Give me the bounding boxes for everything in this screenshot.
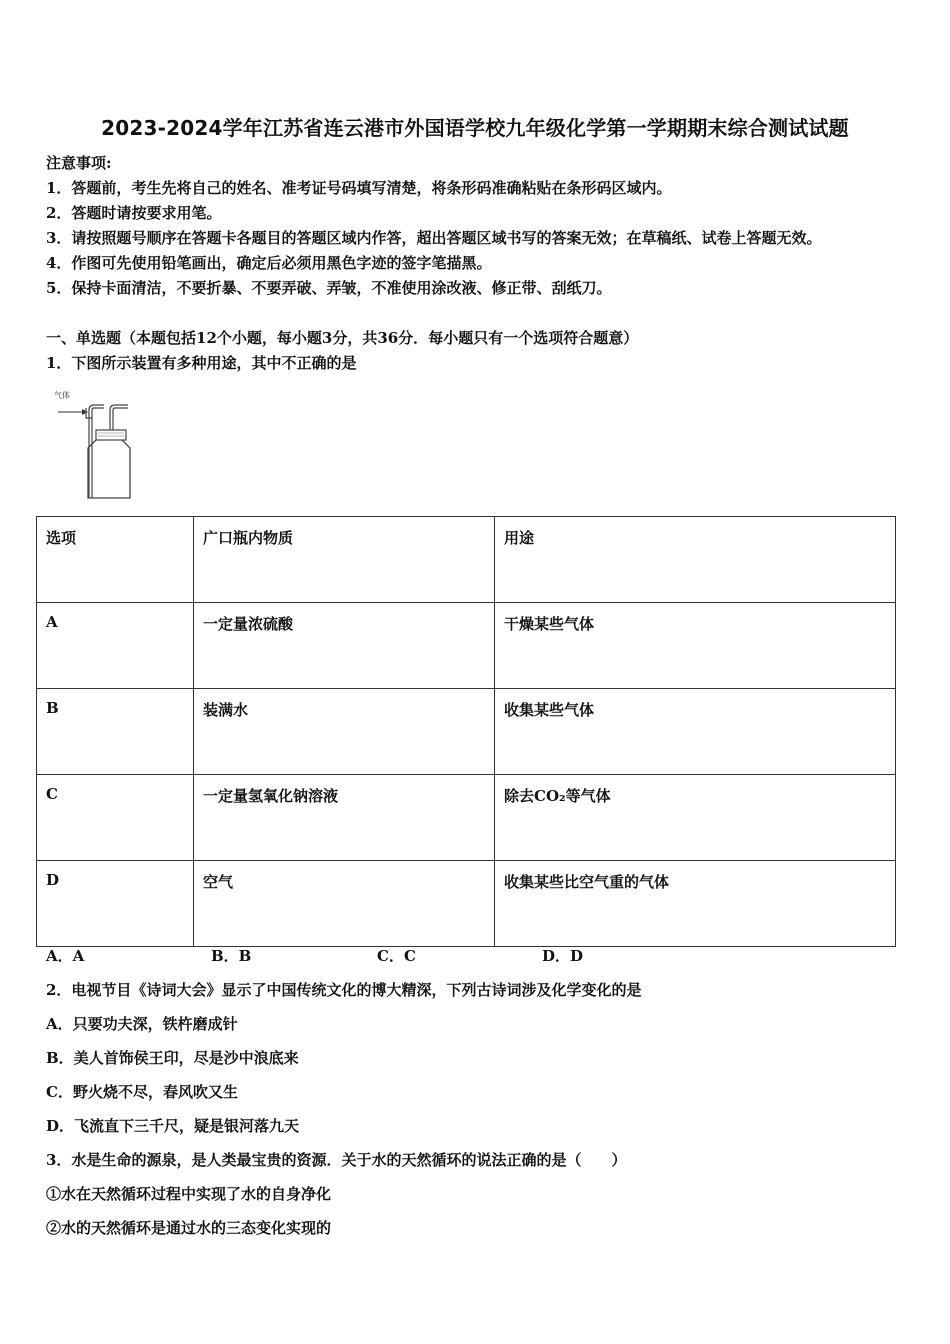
bottle-stopper xyxy=(96,430,126,440)
gas-arrow-head-icon xyxy=(82,409,88,415)
question-1-table xyxy=(36,516,896,947)
table-row xyxy=(37,689,896,775)
note-item: 3．请按照题号顺序在答题卡各题目的答题区域内作答，超出答题区域书写的答案无效；在草稿纸、试卷上答题无效。 xyxy=(46,229,822,247)
gas-bottle-apparatus-figure xyxy=(52,388,136,502)
question-3-stem: 3．水是生命的源泉，是人类最宝贵的资源．关于水的天然循环的说法正确的是（ ） xyxy=(46,1151,627,1169)
table-cell: 一定量浓硫酸 xyxy=(194,603,495,689)
q1-option-a[interactable]: A．A xyxy=(46,947,85,965)
table-header-row xyxy=(37,517,896,603)
long-inlet-tube xyxy=(89,405,104,498)
q2-option-d[interactable]: D．飞流直下三千尺，疑是银河落九天 xyxy=(46,1117,300,1135)
q2-option-b[interactable]: B．美人首饰侯王印，尽是沙中浪底来 xyxy=(46,1049,299,1067)
table-row xyxy=(37,775,896,861)
note-item: 1．答题前，考生先将自己的姓名、准考证号码填写清楚，将条形码准确粘贴在条形码区域内。 xyxy=(46,179,672,197)
table-header-cell: 选项 xyxy=(37,517,194,603)
question-1-stem: 1．下图所示装置有多种用途，其中不正确的是 xyxy=(46,354,357,372)
table-cell: 空气 xyxy=(194,861,495,947)
note-item: 2．答题时请按要求用笔。 xyxy=(46,204,222,222)
note-item: 5．保持卡面清洁，不要折暴、不要弄破、弄皱，不准使用涂改液、修正带、刮纸刀。 xyxy=(46,279,612,297)
table-cell: B xyxy=(37,689,194,775)
table-cell: D xyxy=(37,861,194,947)
q3-statement: ①水在天然循环过程中实现了水的自身净化 xyxy=(46,1185,332,1203)
table-cell: 除去CO₂等气体 xyxy=(495,775,896,861)
q1-option-c[interactable]: C．C xyxy=(377,947,416,965)
table-row xyxy=(37,603,896,689)
table-cell: A xyxy=(37,603,194,689)
table-header-cell: 用途 xyxy=(495,517,896,603)
q2-option-c[interactable]: C．野火烧不尽，春风吹又生 xyxy=(46,1083,238,1101)
q2-option-a[interactable]: A．只要功夫深，铁杵磨成针 xyxy=(46,1015,238,1033)
table-cell: 装满水 xyxy=(194,689,495,775)
table-row xyxy=(37,861,896,947)
note-item: 4．作图可先使用铅笔画出，确定后必须用黑色字迹的签字笔描黑。 xyxy=(46,254,492,272)
section-heading: 一、单选题（本题包括12个小题，每小题3分，共36分．每小题只有一个选项符合题意） xyxy=(46,329,639,347)
table-header-cell: 广口瓶内物质 xyxy=(194,517,495,603)
table-cell: 收集某些气体 xyxy=(495,689,896,775)
figure-gas-label: 气体 xyxy=(54,391,70,400)
table-cell: 收集某些比空气重的气体 xyxy=(495,861,896,947)
wide-mouth-bottle xyxy=(88,440,130,498)
question-2-stem: 2．电视节目《诗词大会》显示了中国传统文化的博大精深，下列古诗词涉及化学变化的是 xyxy=(46,981,642,999)
table-cell: 一定量氢氧化钠溶液 xyxy=(194,775,495,861)
table-cell: C xyxy=(37,775,194,861)
q3-statement: ②水的天然循环是通过水的三态变化实现的 xyxy=(46,1219,332,1237)
page-title: 2023-2024学年江苏省连云港市外国语学校九年级化学第一学期期末综合测试试题 xyxy=(101,116,849,140)
q1-option-b[interactable]: B．B xyxy=(211,947,252,965)
notes-heading: 注意事项: xyxy=(46,154,112,172)
q1-option-d[interactable]: D．D xyxy=(542,947,584,965)
table-cell: 干燥某些气体 xyxy=(495,603,896,689)
